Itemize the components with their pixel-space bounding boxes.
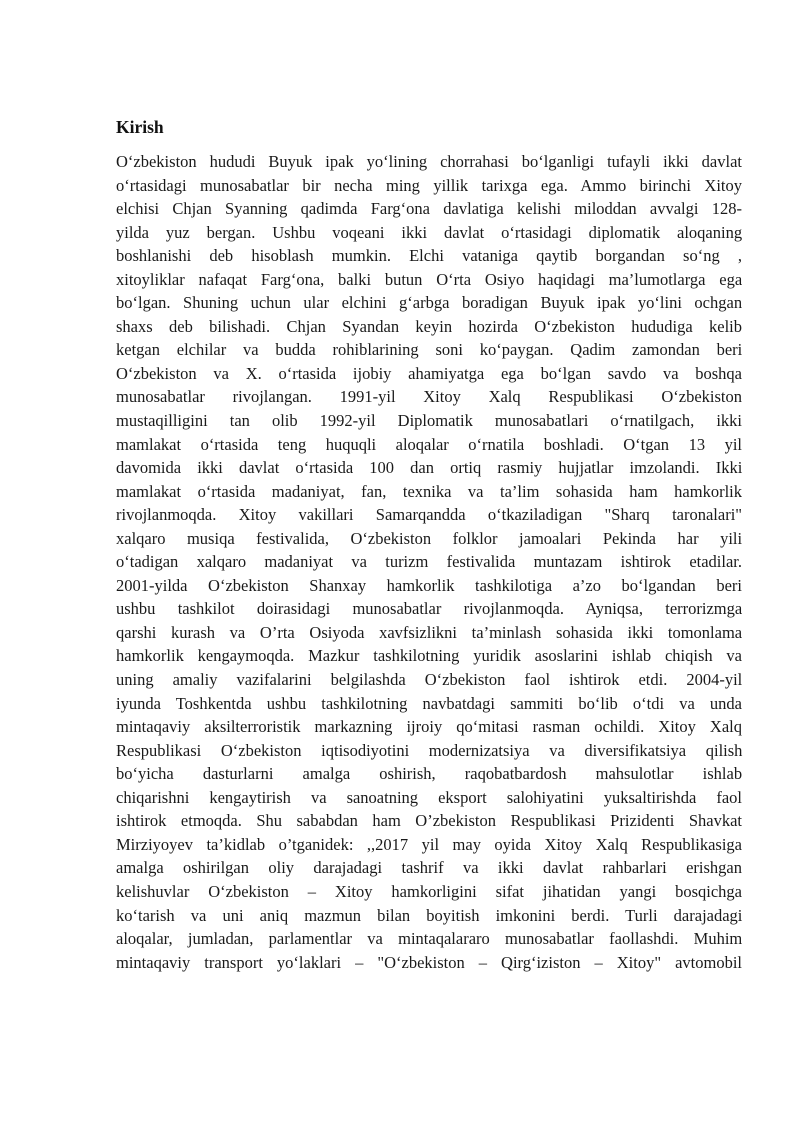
paragraph-line: rivojlanmoqda. Xitoy vakillari Samarqandda o‘tkaziladigan "Sharq taronalari" — [116, 505, 743, 525]
paragraph-line: ketgan elchilar va budda rohiblarining soni ko‘paygan. Qadim zamondan beri — [116, 340, 743, 360]
paragraph-line: qarshi kurash va O’rta Osiyoda xavfsizlikni ta’minlash sohasida ikki tomonlama — [116, 622, 743, 642]
paragraph-line: munosabatlar rivojlangan. 1991-yil Xitoy Xalq Respublikasi O‘zbekiston — [116, 387, 742, 407]
paragraph-line: hamkorlik kengaymoqda. Mazkur tashkilotning yuridik asoslarini ishlab chiqish va — [116, 646, 742, 666]
paragraph-line: kelishuvlar O‘zbekiston – Xitoy hamkorligini sifat jihatidan yangi bosqichga — [116, 881, 742, 901]
paragraph-line: uning amaliy vazifalarini belgilashda O‘zbekiston faol ishtirok etdi. 2004-yil — [116, 670, 743, 690]
paragraph-line: chiqarishni kengaytirish va sanoatning eksport salohiyatini yuksaltirishda faol — [116, 787, 742, 807]
paragraph-line: aloqalar, jumladan, parlamentlar va mintaqalararo munosabatlar faollashdi. Muhim — [116, 929, 743, 949]
paragraph-line: O‘zbekiston hududi Buyuk ipak yo‘lining chorrahasi bo‘lganligi tufayli ikki davlat — [116, 152, 742, 171]
paragraph-line: yilda yuz bergan. Ushbu voqeani ikki davlat o‘rtasidagi diplomatik aloqaning — [116, 222, 743, 242]
paragraph-line: ushbu tashkilot doirasidagi munosabatlar rivojlanmoqda. Ayniqsa, terrorizmga — [116, 599, 743, 619]
paragraph-line: xitoyliklar nafaqat Farg‘ona, balki butun O‘rta Osiyo haqidagi ma’lumotlarga ega — [116, 269, 743, 289]
paragraph-line: amalga oshirilgan oliy darajadagi tashrif va ikki davlat rahbarlari erishgan — [116, 858, 742, 878]
paragraph-line: mintaqaviy aksilterroristik markazning ijroiy qo‘mitasi rasman ochildi. Xitoy Xalq — [116, 717, 742, 737]
paragraph-line: o‘tadigan xalqaro madaniyat va turizm festivalida muntazam ishtirok etadilar. — [116, 552, 742, 572]
paragraph-line: iyunda Toshkentda ushbu tashkilotning navbatdagi sammiti bo‘lib o‘tdi va unda — [116, 693, 742, 713]
paragraph-line: elchisi Chjan Syanning qadimda Farg‘ona davlatiga kelishi miloddan avvalgi 128- — [116, 199, 742, 219]
paragraph-line: O‘zbekiston va X. o‘rtasida ijobiy ahamiyatga ega bo‘lgan savdo va boshqa — [116, 363, 742, 383]
paragraph-line: mamlakat o‘rtasida teng huquqli aloqalar o‘rnatila boshladi. O‘tgan 13 yil — [116, 434, 742, 454]
paragraph-line: bo‘lgan. Shuning uchun ular elchini g‘arbga boradigan Buyuk ipak yo‘lini ochgan — [116, 293, 743, 313]
paragraph-line: mustaqilligini tan olib 1992-yil Diplomatik munosabatlari o‘rnatilgach, ikki — [116, 411, 742, 431]
paragraph-line: bo‘yicha dasturlarni amalga oshirish, raqobatbardosh mahsulotlar ishlab — [116, 764, 743, 784]
paragraph-line: mintaqaviy transport yo‘laklari – "O‘zbekiston – Qirg‘iziston – Xitoy" avtomobil — [116, 952, 742, 972]
section-heading: Kirish — [116, 117, 164, 137]
paragraph-line: Respublikasi O‘zbekiston iqtisodiyotini modernizatsiya va diversifikatsiya qilish — [116, 740, 743, 760]
paragraph-line: ishtirok etmoqda. Shu sababdan ham O’zbekiston Respublikasi Prizidenti Shavkat — [116, 811, 742, 831]
paragraph-line: shaxs deb bilishadi. Chjan Syandan keyin hozirda O‘zbekiston hududiga kelib — [116, 316, 742, 336]
paragraph-line: xalqaro musiqa festivalida, O‘zbekiston folklor jamoalari Pekinda har yili — [116, 528, 743, 548]
paragraph-line: ko‘tarish va uni aniq mazmun bilan boyitish imkonini berdi. Turli darajadagi — [116, 905, 743, 925]
paragraph-line: o‘rtasidagi munosabatlar bir necha ming yillik tarixga ega. Ammo birinchi Xitoy — [116, 175, 742, 195]
paragraph-line: boshlanishi deb hisoblash mumkin. Elchi vataniga qaytib borgandan so‘ng , — [116, 246, 742, 266]
paragraph-line: Mirziyoyev ta’kidlab o’tganidek: ,,2017 yil may oyida Xitoy Xalq Respublikasiga — [116, 834, 742, 854]
body-paragraph — [116, 150, 742, 974]
paragraph-line: davomida ikki davlat o‘rtasida 100 dan ortiq rasmiy hujjatlar imzolandi. Ikki — [116, 458, 743, 478]
paragraph-line: 2001-yilda O‘zbekiston Shanxay hamkorlik tashkilotiga a’zo bo‘lgandan beri — [116, 575, 742, 595]
paragraph-line: mamlakat o‘rtasida madaniyat, fan, texnika va ta’lim sohasida ham hamkorlik — [116, 481, 742, 501]
